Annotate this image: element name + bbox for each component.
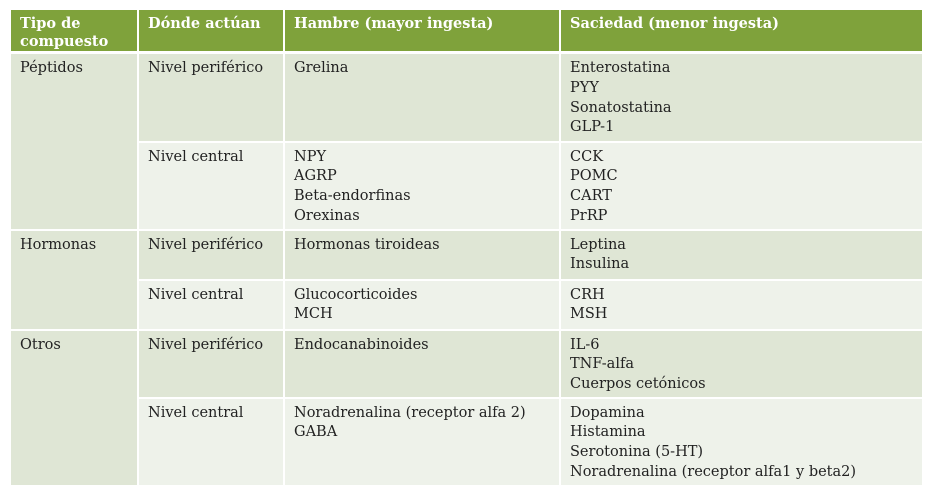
cell-hambre <box>284 280 560 330</box>
cell-hambre <box>284 142 560 230</box>
hambre-item: AGRP <box>294 168 337 185</box>
cell-hambre <box>284 330 560 398</box>
hambre-item: MCH <box>294 306 333 323</box>
saciedad-item: PYY <box>570 79 599 96</box>
saciedad-item: Noradrenalina (receptor alfa1 y beta2) <box>570 463 857 480</box>
cell-donde: Nivel central <box>138 142 284 230</box>
saciedad-item: Cuerpos cetónicos <box>570 376 706 393</box>
cell-donde: Nivel periférico <box>138 53 284 142</box>
hambre-item: Orexinas <box>294 207 360 224</box>
header-tipo: Tipo de compuesto <box>11 10 138 53</box>
saciedad-item: Sonatostatina <box>570 99 672 116</box>
compound-table <box>11 10 922 487</box>
saciedad-item: Leptina <box>570 236 626 253</box>
hambre-item: Hormonas tiroideas <box>294 236 440 253</box>
saciedad-item: TNF-alfa <box>570 356 634 373</box>
table-row <box>11 398 922 486</box>
saciedad-item: GLP-1 <box>570 119 615 136</box>
cell-saciedad <box>560 53 922 142</box>
table-row <box>11 280 922 330</box>
saciedad-item: POMC <box>570 168 618 185</box>
cell-saciedad <box>560 230 922 280</box>
hambre-item: Grelina <box>294 60 349 76</box>
cell-hambre <box>284 53 560 142</box>
cell-donde: Nivel central <box>138 398 284 486</box>
header-hambre: Hambre (mayor ingesta) <box>284 10 560 53</box>
cell-hambre <box>284 230 560 280</box>
cell-saciedad <box>560 398 922 486</box>
cell-donde: Nivel periférico <box>138 230 284 280</box>
hambre-item: Beta-endorfinas <box>294 188 411 205</box>
hambre-item: Noradrenalina (receptor alfa 2) <box>294 404 526 421</box>
table-row <box>11 142 922 230</box>
saciedad-item: CRH <box>570 286 605 303</box>
table-row <box>11 53 922 142</box>
cell-donde: Nivel central <box>138 280 284 330</box>
saciedad-item: IL-6 <box>570 336 600 353</box>
cell-saciedad <box>560 330 922 398</box>
table-row <box>11 330 922 398</box>
cell-tipo: Hormonas <box>11 230 138 330</box>
saciedad-item: Insulina <box>570 256 630 273</box>
cell-tipo: Péptidos <box>11 53 138 230</box>
saciedad-item: PrRP <box>570 207 608 224</box>
cell-saciedad <box>560 280 922 330</box>
cell-saciedad <box>560 142 922 230</box>
table-body <box>11 53 922 486</box>
hambre-item: Glucocorticoides <box>294 286 418 303</box>
table-row <box>11 230 922 280</box>
header-saciedad: Saciedad (menor ingesta) <box>560 10 922 53</box>
saciedad-item: Serotonina (5-HT) <box>570 444 704 461</box>
saciedad-item: CART <box>570 188 612 205</box>
hambre-item: Endocanabinoides <box>294 336 429 353</box>
hambre-item: GABA <box>294 424 338 441</box>
cell-hambre <box>284 398 560 486</box>
hambre-item: NPY <box>294 148 327 165</box>
cell-tipo: Otros <box>11 330 138 486</box>
saciedad-item: Dopamina <box>570 404 645 421</box>
saciedad-item: CCK <box>570 148 604 165</box>
cell-donde: Nivel periférico <box>138 330 284 398</box>
saciedad-item: Histamina <box>570 424 646 441</box>
saciedad-item: Enterostatina <box>570 60 671 76</box>
header-donde: Dónde actúan <box>138 10 284 53</box>
header-row <box>11 10 922 53</box>
saciedad-item: MSH <box>570 306 608 323</box>
